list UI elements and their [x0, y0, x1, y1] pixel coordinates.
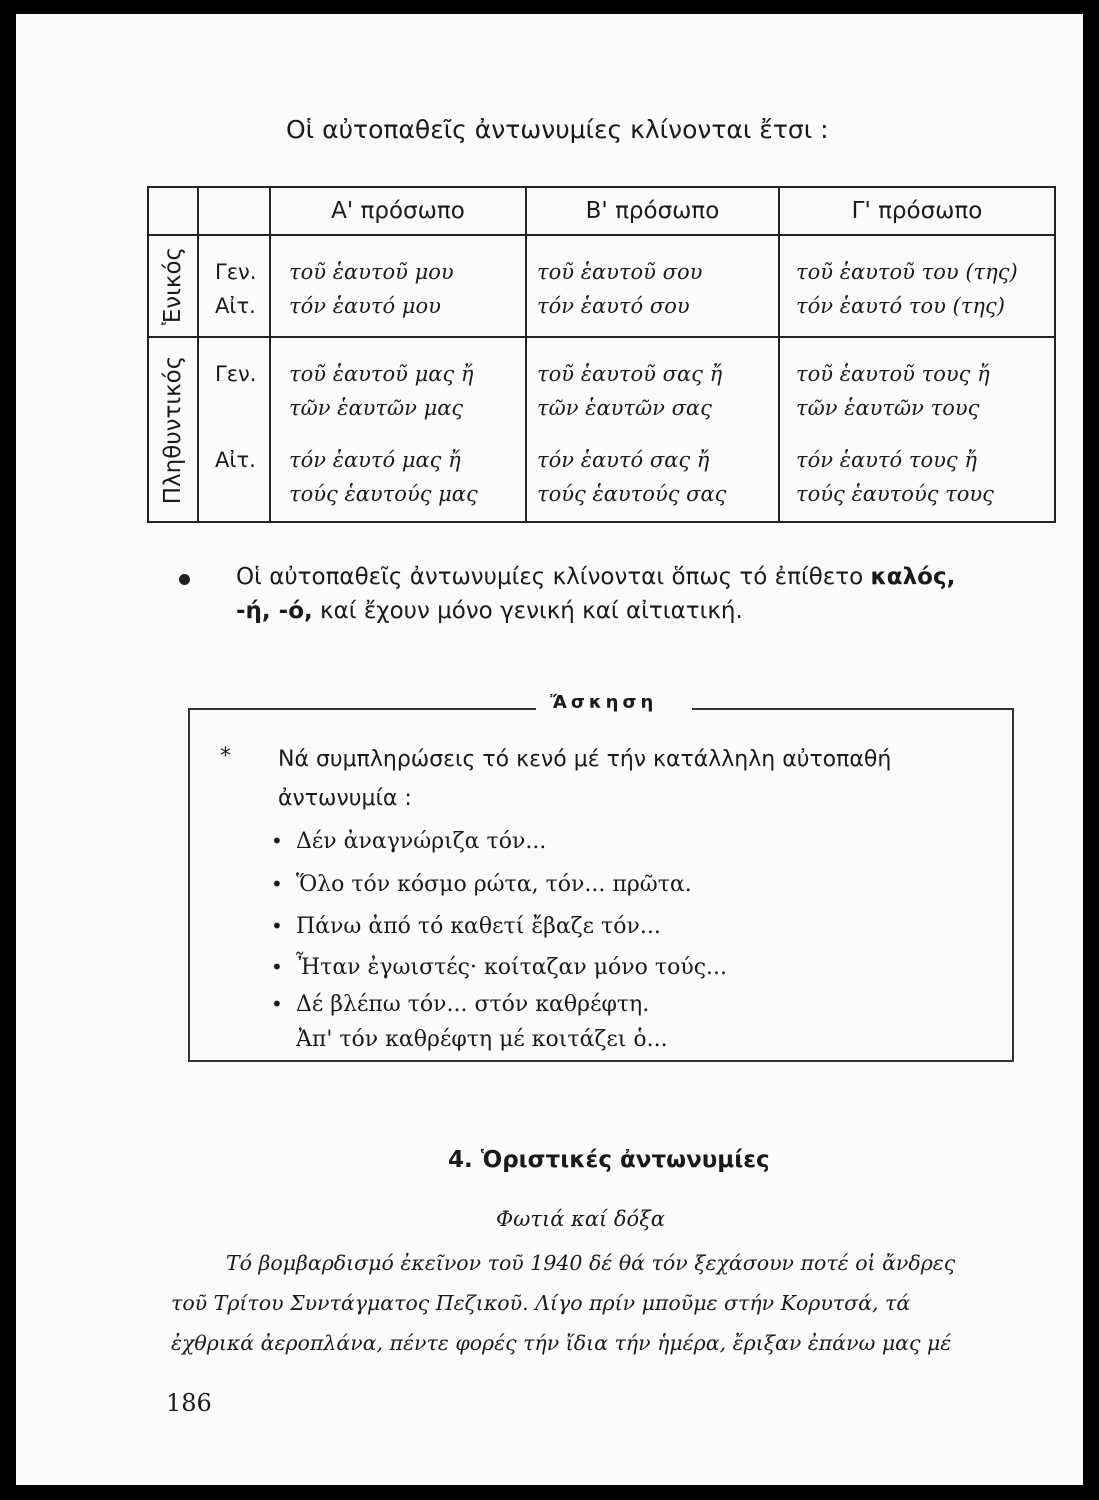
pl3-acc-a: τόν ἑαυτό τους ἤ — [796, 448, 977, 472]
exercise-item-2: Ὅλο τόν κόσμο ρώτα, τόν... πρῶτα. — [296, 872, 692, 897]
item-bullet: • — [271, 872, 283, 896]
sg1-acc: τόν ἑαυτό μου — [289, 294, 441, 318]
paragraph-line-2: τοῦ Τρίτου Συντάγματος Πεζικοῦ. Λίγο πρίν μποῦμε στήν Κορυτσά, τά — [171, 1291, 911, 1315]
sg3-acc: τόν ἑαυτό του (της) — [796, 294, 1005, 318]
exercise-item-5: Δέ βλέπω τόν... στόν καθρέφτη. — [296, 992, 650, 1017]
pl2-acc-b: τούς ἑαυτούς σας — [537, 482, 727, 506]
case-acc: Αἰτ. — [215, 294, 256, 318]
note-bold-1: καλός, — [870, 564, 956, 590]
singular-label-cell — [148, 235, 198, 337]
case-gen: Γεν. — [215, 260, 257, 284]
bullet-icon — [179, 574, 190, 585]
intro-line: Οἱ αὐτοπαθεῖς ἀντωνυμίες κλίνονται ἔτσι : — [286, 115, 829, 144]
page-number: 186 — [166, 1389, 212, 1417]
plural-cases — [198, 337, 270, 522]
declension-table — [147, 186, 1056, 523]
pl3-gen-b: τῶν ἑαυτῶν τους — [796, 396, 980, 420]
pl3-gen-a: τοῦ ἑαυτοῦ τους ἤ — [796, 362, 990, 386]
pl-third-cell — [779, 337, 1055, 522]
task-line-2: ἀντωνυμία : — [278, 786, 412, 811]
text-title: Φωτιά καί δόξα — [496, 1207, 665, 1231]
plural-label-cell — [148, 337, 198, 522]
table-corner-2 — [198, 187, 270, 235]
sg-second-cell — [526, 235, 779, 337]
section-heading: 4. Ὁριστικές ἀντωνυμίες — [448, 1147, 770, 1173]
pl1-acc-b: τούς ἑαυτούς μας — [289, 482, 478, 506]
pl2-gen-a: τοῦ ἑαυτοῦ σας ἤ — [537, 362, 723, 386]
table-corner — [148, 187, 198, 235]
pl2-gen-b: τῶν ἑαυτῶν σας — [537, 396, 712, 420]
table-header-row — [148, 187, 1055, 235]
exercise-item-6: Ἀπ' τόν καθρέφτη μέ κοιτάζει ὁ... — [296, 1027, 668, 1052]
header-third-person: Γ' πρόσωπο — [779, 187, 1055, 235]
sg3-gen: τοῦ ἑαυτοῦ του (της) — [796, 260, 1018, 284]
singular-cases — [198, 235, 270, 337]
exercise-title: Ἄσκηση — [550, 692, 658, 713]
header-second-person: Β' πρόσωπο — [526, 187, 779, 235]
table-row-plural — [148, 337, 1055, 522]
case-gen: Γεν. — [215, 362, 257, 386]
table-row-singular — [148, 235, 1055, 337]
item-bullet: • — [271, 829, 283, 853]
note-text-2: καί ἔχουν μόνο γενική καί αἰτιατική. — [312, 598, 743, 624]
pl2-acc-a: τόν ἑαυτό σας ἤ — [537, 448, 710, 472]
task-line-1: Νά συμπληρώσεις τό κενό μέ τήν κατάλληλη αὐτοπαθή — [278, 747, 892, 772]
item-bullet: • — [271, 992, 283, 1016]
pl-second-cell — [526, 337, 779, 522]
exercise-item-1: Δέν ἀναγνώριζα τόν... — [296, 829, 547, 854]
note-line-2 — [236, 598, 743, 624]
sg-third-cell — [779, 235, 1055, 337]
sg2-acc: τόν ἑαυτό σου — [537, 294, 690, 318]
pl3-acc-b: τούς ἑαυτούς τους — [796, 482, 994, 506]
header-first-person: Α' πρόσωπο — [270, 187, 526, 235]
case-acc: Αἰτ. — [215, 448, 256, 472]
sg-first-cell — [270, 235, 526, 337]
pl1-gen-b: τῶν ἑαυτῶν μας — [289, 396, 464, 420]
note-bold-2: -ή, -ό, — [236, 598, 313, 624]
item-bullet: • — [271, 955, 283, 979]
sg2-gen: τοῦ ἑαυτοῦ σου — [537, 260, 703, 284]
note-line-1 — [236, 564, 955, 590]
singular-label: Ἑνικός — [160, 246, 186, 326]
sg1-gen: τοῦ ἑαυτοῦ μου — [289, 260, 454, 284]
exercise-star: * — [220, 744, 231, 769]
pl1-gen-a: τοῦ ἑαυτοῦ μας ἤ — [289, 362, 474, 386]
plural-label: Πληθυντικός — [160, 355, 186, 504]
pl1-acc-a: τόν ἑαυτό μας ἤ — [289, 448, 461, 472]
paragraph-line-1: Τό βομβαρδισμό ἐκεῖνον τοῦ 1940 δέ θά τόν ξεχάσουν ποτέ οἱ ἄνδρες — [226, 1251, 956, 1275]
paragraph-line-3: ἐχθρικά ἀεροπλάνα, πέντε φορές τήν ἴδια τήν ἡμέρα, ἔριξαν ἐπάνω μας μέ — [171, 1331, 952, 1355]
exercise-item-4: Ἦταν ἐγωιστές· κοίταζαν μόνο τούς... — [296, 955, 727, 980]
book-page — [16, 14, 1083, 1485]
pl-first-cell — [270, 337, 526, 522]
note-text-1: Οἱ αὐτοπαθεῖς ἀντωνυμίες κλίνονται ὅπως τό ἐπίθετο — [236, 564, 871, 590]
exercise-item-3: Πάνω ἀπό τό καθετί ἔβαζε τόν... — [296, 914, 661, 939]
item-bullet: • — [271, 914, 283, 938]
